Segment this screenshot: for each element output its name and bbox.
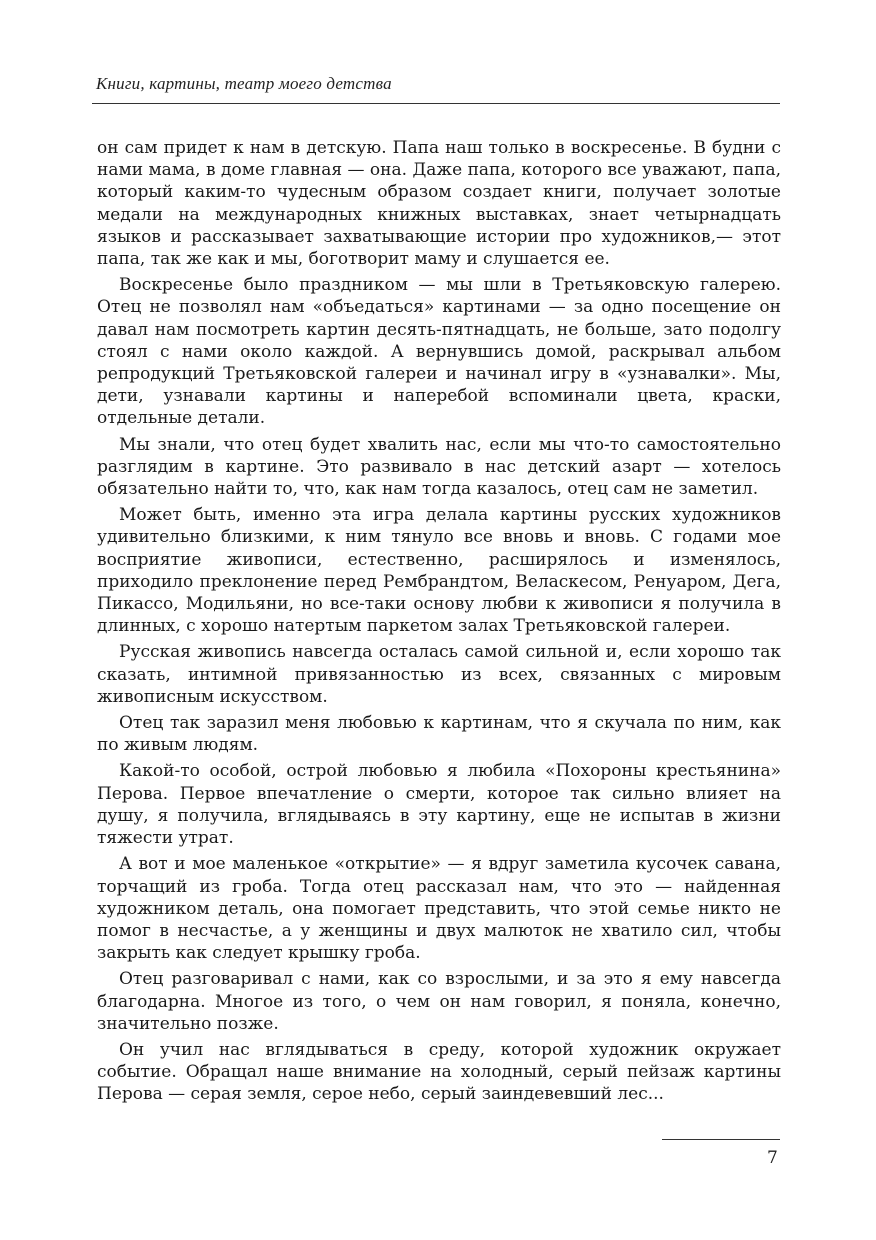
paragraph: Может быть, именно эта игра делала картины русских художников удивительно близкими, к ним тянуло все вновь и вновь. С годами мое восприятие живописи, естественно, расширялось и изменялось, приходило преклонение перед Рембрандтом, Веласкесом, Ренуаром, Дега, Пикассо, Модильяни, но все-таки основу любви к живописи я получила в длинных, с хорошо натертым паркетом залах Третьяковской галереи. (97, 505, 781, 637)
page-number: 7 (767, 1148, 778, 1168)
paragraph: Отец так заразил меня любовью к картинам, что я скучала по ним, как по живым людям. (97, 713, 781, 756)
running-head: Книги, картины, театр моего детства (96, 74, 392, 93)
paragraph: Воскресенье было праздником — мы шли в Третьяковскую галерею. Отец не позволял нам «объедаться» картинами — за одно посещение он давал нам посмотреть картин десять-пятнадцать, не больше, зато подолгу стоял с нами около каждой. А вернувшись домой, раскрывал альбом репродукций Третьяковской галереи и начинал игру в «узнавалки». Мы, дети, узнавали картины и наперебой вспоминали цвета, краски, отдельные детали. (97, 275, 781, 429)
paragraph: Мы знали, что отец будет хвалить нас, если мы что-то самостоятельно разглядим в картине. Это развивало в нас детский азарт — хотелось обязательно найти то, что, как нам тогда казалось, отец сам не заметил. (97, 434, 781, 500)
paragraph: Русская живопись навсегда осталась самой сильной и, если хорошо так сказать, интимной привязанностью из всех, связанных с мировым живописным искусством. (97, 642, 781, 707)
paragraph: он сам придет к нам в детскую. Папа наш только в воскресенье. В будни с нами мама, в доме главная — она. Даже папа, которого все уважают, папа, который каким-то чудесным образом создает книги, получает золотые медали на международных книжных выставках, знает четырнадцать языков и рассказывает захватывающие истории про художников,— этот папа, так же как и мы, боготворит маму и слушается ее. (97, 138, 781, 270)
body-text (97, 137, 781, 1106)
footer-divider (662, 1139, 780, 1140)
paragraph: Какой-то особой, острой любовью я любила «Похороны крестьянина» Перова. Первое впечатление о смерти, которое так сильно влияет на душу, я получила, вглядываясь в эту картину, еще не испытав в жизни тяжести утрат. (97, 761, 781, 849)
paragraph: Он учил нас вглядываться в среду, которой художник окружает событие. Обращал наше внимание на холодный, серый пейзаж картины Перова — серая земля, серое небо, серый заиндевевший лес... (97, 1039, 781, 1105)
paragraph: Отец разговаривал с нами, как со взрослыми, и за это я ему навсегда благодарна. Многое из того, о чем он нам говорил, я поняла, конечно, значительно позже. (97, 969, 781, 1034)
header-divider (92, 103, 780, 104)
paragraph: А вот и мое маленькое «открытие» — я вдруг заметила кусочек савана, торчащий из гроба. Тогда отец рассказал нам, что это — найденная художником деталь, она помогает представить, что этой семье никто не помог в несчастье, а у женщины и двух малюток не хватило сил, чтобы закрыть как следует крышку гроба. (97, 854, 781, 964)
